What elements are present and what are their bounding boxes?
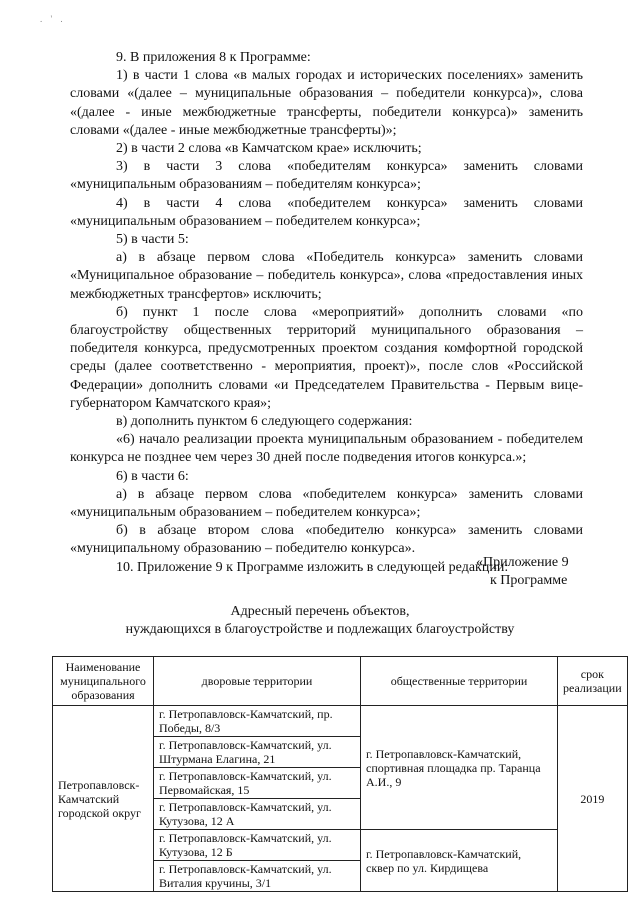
cell-term: 2019	[558, 706, 628, 892]
paragraph: 5) в части 5:	[116, 232, 189, 248]
paragraph: в) дополнить пунктом 6 следующего содержания:	[116, 414, 413, 430]
title-line-2: нуждающихся в благоустройстве и подлежащих благоустройству	[125, 622, 515, 637]
paragraph: б) в абзаце втором слова «победителю конкурса» заменить словами «муниципальному образованию – победителю конкурса».	[70, 523, 583, 557]
cell-yard: г. Петропавловск-Камчатский, ул. Виталия кручины, 3/1	[154, 861, 361, 892]
header-yards: дворовые территории	[154, 657, 361, 706]
document-title	[60, 603, 580, 639]
cell-public-area: г. Петропавловск-Камчатский, сквер по ул. Кирдищева	[361, 830, 558, 892]
paragraph: 3) в части 3 слова «победителям конкурса» заменить словами «муниципальным образованиям – победителям конкурса»;	[70, 159, 583, 193]
paragraph: 2) в части 2 слова «в Камчатском крае» исключить;	[116, 141, 422, 157]
paragraph: 9. В приложения 8 к Программе:	[116, 50, 311, 65]
cell-yard: г. Петропавловск-Камчатский, пр. Победы, 8/3	[154, 706, 361, 737]
scan-mark: . ' .	[40, 14, 66, 24]
paragraph: 6) в части 6:	[116, 468, 189, 484]
header-term: срок реализации	[558, 657, 628, 706]
appendix-reference	[476, 554, 569, 590]
paragraph: 10. Приложение 9 к Программе изложить в следующей редакции:	[116, 559, 509, 575]
cell-public-area: г. Петропавловск-Камчатский, спортивная площадка пр. Таранца А.И., 9	[361, 706, 558, 830]
paragraph: «6) начало реализации проекта муниципальным образованием - победителем конкурса не позднее чем через 30 дней после подведения итогов конкурса.»;	[70, 432, 583, 466]
paragraph: а) в абзаце первом слова «победителем конкурса» заменить словами «муниципальным образованием – победителем конкурса»;	[70, 486, 583, 521]
paragraph: 4) в части 4 слова «победителем конкурса» заменить словами «муниципальным образованием – победителем конкурса»;	[70, 195, 583, 229]
header-public: общественные территории	[361, 657, 558, 706]
paragraph: б) пункт 1 после слова «мероприятий» дополнить словами «по благоустройству общественных территорий муниципального образования – победителя конкурса, предусмотренных проектом создания комфортной городской среды (далее соответственно - мероприятия, проект)», после слов «Российской Федерации» дополнить словами «и Председателем Правительства - Первым вице-губернатором Камчатского края»;	[70, 304, 583, 411]
paragraph: а) в абзаце первом слова «Победитель конкурса» заменить словами «Муниципальное образование – победитель конкурса», слова «предоставления иных межбюджетных трансфертов» исключить;	[70, 250, 583, 302]
cell-yard: г. Петропавловск-Камчатский, ул. Первомайская, 15	[154, 768, 361, 799]
appendix-line-2: к Программе	[490, 573, 568, 589]
header-municipality: Наименование муниципального образования	[53, 657, 154, 706]
paragraph: 1) в части 1 слова «в малых городах и исторических поселениях» заменить словами «(далее – муниципальные образования – победители конкурса)», слова «(далее - иные межбюджетные трансферты, победители конкурса)» заменить словами «(далее - иные межбюджетные трансферты)»;	[70, 68, 583, 138]
title-line-1: Адресный перечень объектов,	[230, 604, 410, 619]
table-row	[53, 706, 628, 737]
address-table	[52, 656, 628, 892]
cell-yard: г. Петропавловск-Камчатский, ул. Штурмана Елагина, 21	[154, 737, 361, 768]
body-text	[70, 49, 583, 577]
table-header-row	[53, 657, 628, 706]
cell-yard: г. Петропавловск-Камчатский, ул. Кутузова, 12 Б	[154, 830, 361, 861]
cell-yard: г. Петропавловск-Камчатский, ул. Кутузова, 12 А	[154, 799, 361, 830]
appendix-line-1: «Приложение 9	[476, 555, 569, 570]
cell-municipality: Петропавловск-Камчатский городской округ	[53, 706, 154, 892]
